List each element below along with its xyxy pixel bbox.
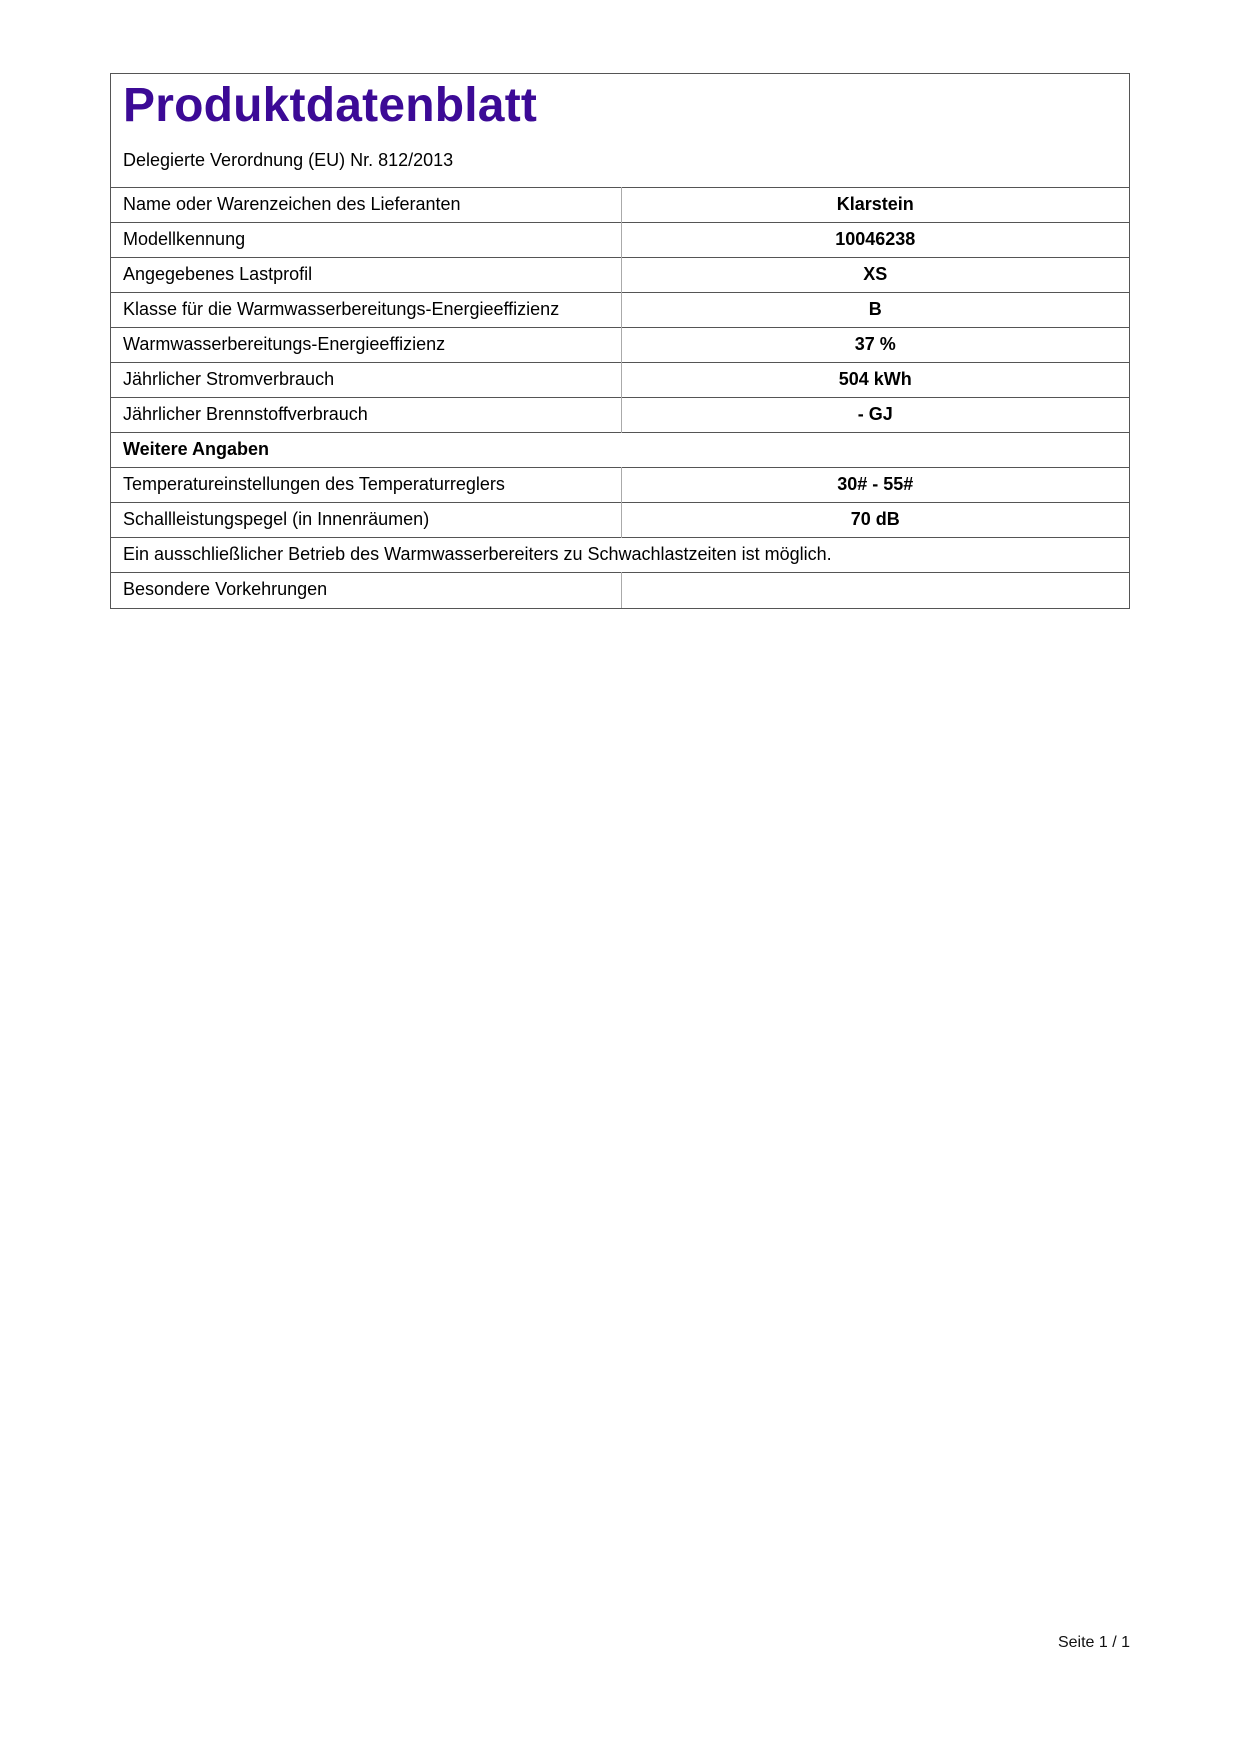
row-label-efficiency: Warmwasserbereitungs-Energieeffizienz xyxy=(111,328,621,363)
row-value-load-profile: XS xyxy=(621,258,1129,293)
table-row xyxy=(111,398,1129,433)
row-label-sound: Schallleistungspegel (in Innenräumen) xyxy=(111,503,621,538)
table-row xyxy=(111,573,1129,608)
row-label-electricity: Jährlicher Stromverbrauch xyxy=(111,363,621,398)
row-value-precautions xyxy=(621,573,1129,608)
table-row xyxy=(111,328,1129,363)
table-row xyxy=(111,258,1129,293)
table-row xyxy=(111,188,1129,223)
row-value-temperature: 30# - 55# xyxy=(621,468,1129,503)
table-row xyxy=(111,433,1129,468)
row-value-supplier: Klarstein xyxy=(621,188,1129,223)
table-row xyxy=(111,293,1129,328)
off-peak-note: Ein ausschließlicher Betrieb des Warmwasserbereiters zu Schwachlastzeiten ist möglich. xyxy=(111,538,1129,573)
row-value-electricity: 504 kWh xyxy=(621,363,1129,398)
page-number: Seite 1 / 1 xyxy=(1057,1634,1130,1651)
row-label-precautions: Besondere Vorkehrungen xyxy=(111,573,621,608)
table-row xyxy=(111,363,1129,398)
row-value-efficiency-class: B xyxy=(621,293,1129,328)
product-data-sheet xyxy=(110,73,1130,609)
row-label-model: Modellkennung xyxy=(111,223,621,258)
row-value-fuel: - GJ xyxy=(621,398,1129,433)
row-label-fuel: Jährlicher Brennstoffverbrauch xyxy=(111,398,621,433)
table-row xyxy=(111,223,1129,258)
table-row xyxy=(111,503,1129,538)
row-label-efficiency-class: Klasse für die Warmwasserbereitungs-Energieeffizienz xyxy=(111,293,621,328)
row-label-load-profile: Angegebenes Lastprofil xyxy=(111,258,621,293)
section-heading-further: Weitere Angaben xyxy=(111,433,1129,468)
page-title: Produktdatenblatt xyxy=(123,79,538,132)
sheet-header xyxy=(111,74,1129,187)
product-data-table xyxy=(111,187,1129,608)
table-row xyxy=(111,468,1129,503)
table-row xyxy=(111,538,1129,573)
row-label-supplier: Name oder Warenzeichen des Lieferanten xyxy=(111,188,621,223)
row-value-model: 10046238 xyxy=(621,223,1129,258)
regulation-subtitle: Delegierte Verordnung (EU) Nr. 812/2013 xyxy=(123,150,454,170)
row-label-temperature: Temperatureinstellungen des Temperaturreglers xyxy=(111,468,621,503)
row-value-sound: 70 dB xyxy=(621,503,1129,538)
row-value-efficiency: 37 % xyxy=(621,328,1129,363)
